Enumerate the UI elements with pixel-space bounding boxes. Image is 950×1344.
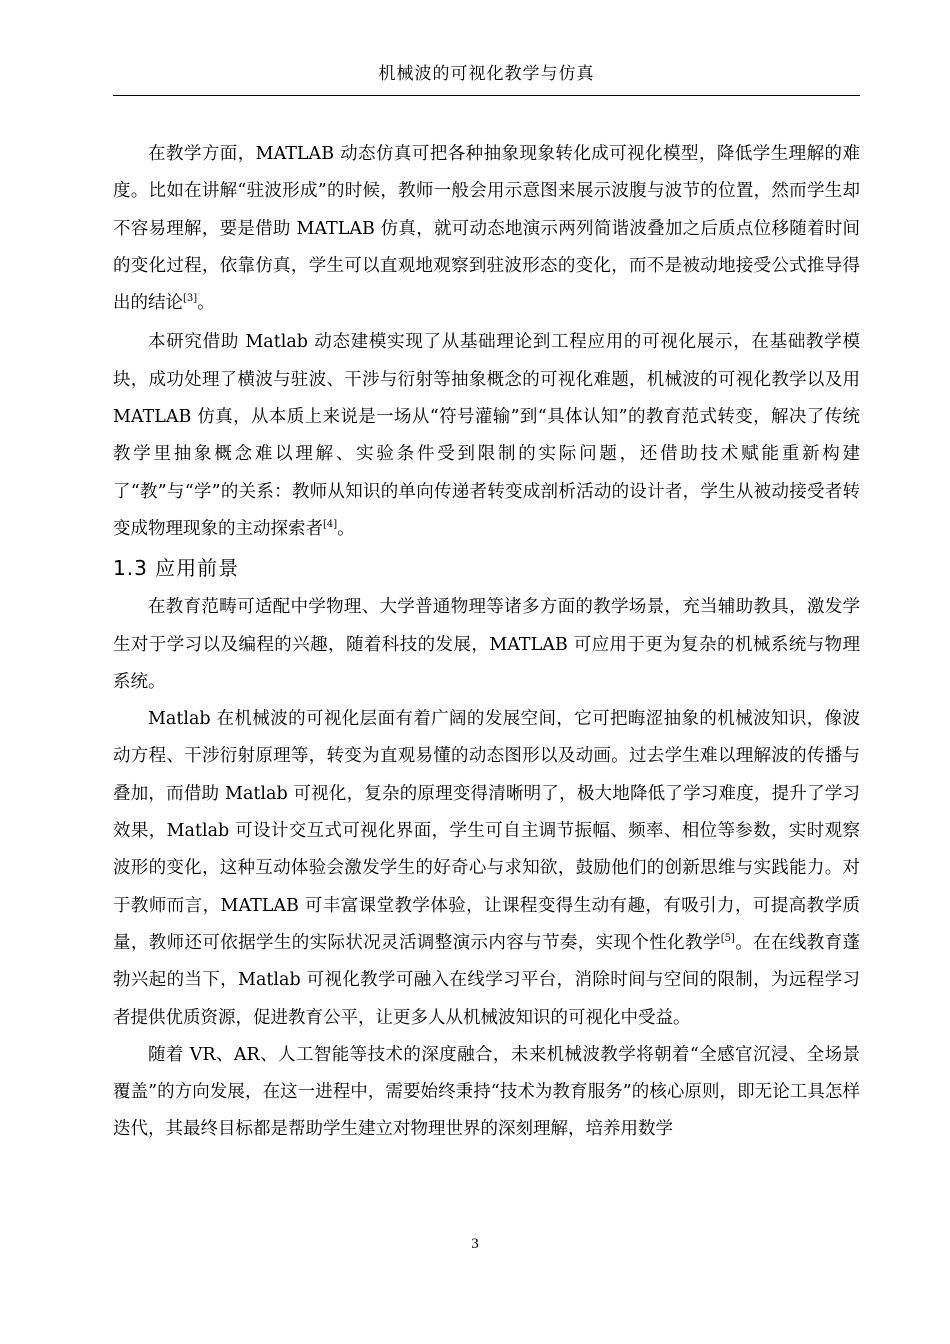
citation-ref: [4] (323, 518, 338, 530)
paragraph-text: Matlab 在机械波的可视化层面有着广阔的发展空间，它可把晦涩抽象的机械波知识，像波动方程、干涉衍射原理等，转变为直观易懂的动态图形以及动画。过去学生难以理解波的传播与叠加，而借助 Matlab 可视化，复杂的原理变得清晰明了，极大地降低了学习难度，提升了学习效果，Matlab 可设计交互式可视化界面，学生可自主调节振幅、频率、相位等参数，实时观察波形的变化，这种互动体验会激发学生的好奇心与求知欲，鼓励他们的创新思维与实践能力。对于教师而言，MATLAB 可丰富课堂教学体验，让课程变得生动有趣，有吸引力，可提高教学质量，教师还可依据学生的实际状况灵活调整演示内容与节奏，实现个性化教学 (113, 709, 860, 953)
header-divider (113, 95, 860, 96)
document-body (113, 136, 860, 1149)
paragraph-teaching-visualization (113, 136, 860, 322)
running-header: 机械波的可视化教学与仿真 (378, 64, 595, 84)
citation-ref: [5] (720, 932, 735, 944)
paragraph-tail: 。在在线教育蓬勃兴起的当下，Matlab 可视化教学可融入在线学习平台，消除时间与空间的限制，为远程学习者提供优质资源，促进教育公平，让更多人从机械波知识的可视化中受益。 (113, 932, 861, 1028)
paragraph-text: 在教学方面，MATLAB 动态仿真可把各种抽象现象转化成可视化模型，降低学生理解的难度。比如在讲解“驻波形成”的时候，教师一般会用示意图来展示波腹与波节的位置，然而学生却不容易理解，要是借助 MATLAB 仿真，就可动态地演示两列简谐波叠加之后质点位移随着时间的变化过程，依靠仿真，学生可以直观地观察到驻波形态的变化，而不是被动地接受公式推导得出的结论 (113, 144, 860, 314)
section-heading: 1.3 应用前景 (113, 556, 240, 581)
page-number: 3 (471, 1236, 479, 1252)
paragraph-matlab-prospects (113, 701, 860, 1037)
citation-ref: [3] (183, 293, 198, 305)
paragraph-text: 在教育范畴可适配中学物理、大学普通物理等诸多方面的教学场景，充当辅助教具，激发学生对于学习以及编程的兴趣，随着科技的发展，MATLAB 可应用于更为复杂的机械系统与物理系统。 (113, 597, 860, 692)
paragraph-tail: 。 (337, 518, 355, 539)
paragraph-future-outlook (113, 1037, 860, 1149)
paragraph-research-summary (113, 324, 860, 548)
paragraph-tail: 。 (197, 293, 215, 314)
paragraph-text: 本研究借助 Matlab 动态建模实现了从基础理论到工程应用的可视化展示，在基础教学模块，成功处理了横波与驻波、干涉与衍射等抽象概念的可视化难题，机械波的可视化教学以及用 MATLAB 仿真，从本质上来说是一场从“符号灌输”到“具体认知”的教育范式转变，解决了传统教学里抽象概念难以理解、实验条件受到限制的实际问题，还借助技术赋能重新构建了“教”与“学”的关系：教师从知识的单向传递者转变成剖析活动的设计者，学生从被动接受者转变成物理现象的主动探索者 (113, 332, 860, 539)
paragraph-text: 随着 VR、AR、人工智能等技术的深度融合，未来机械波教学将朝着“全感官沉浸、全场景覆盖”的方向发展，在这一进程中，需要始终秉持“技术为教育服务”的核心原则，即无论工具怎样迭代，其最终目标都是帮助学生建立对物理世界的深刻理解，培养用数学 (113, 1044, 860, 1140)
paragraph-application-scenarios (113, 589, 860, 701)
